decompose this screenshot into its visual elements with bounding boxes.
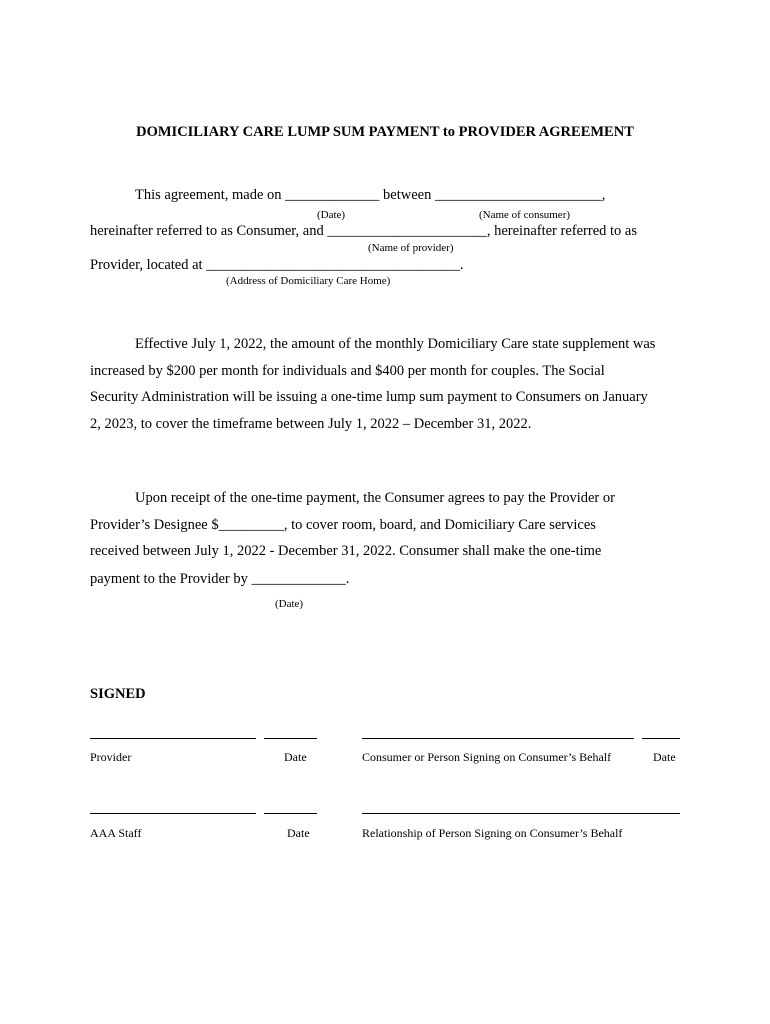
consumer-signature-line[interactable] — [362, 738, 634, 739]
consumer-date-line[interactable] — [642, 738, 680, 739]
paragraph-1-line-2: increased by $200 per month for individuals and $400 per month for couples. The Social — [90, 363, 605, 379]
paragraph-2-line-2: Provider’s Designee $_________, to cover room, board, and Domiciliary Care services — [90, 517, 596, 533]
intro-line-3: Provider, located at ___________________________________. — [90, 257, 464, 273]
aaa-staff-signature-line[interactable] — [90, 813, 256, 814]
paragraph-2-line-1: Upon receipt of the one-time payment, the Consumer agrees to pay the Provider or — [135, 490, 615, 506]
date-caption: (Date) — [317, 209, 346, 221]
provider-date-label: Date — [284, 750, 307, 764]
address-caption: (Address of Domiciliary Care Home) — [226, 275, 391, 287]
paragraph-2-line-3: received between July 1, 2022 - December 31, 2022. Consumer shall make the one-time — [90, 543, 602, 559]
consumer-label: Consumer or Person Signing on Consumer’s Behalf — [362, 750, 612, 764]
aaa-staff-label: AAA Staff — [90, 826, 142, 840]
paragraph-2-line-4: payment to the Provider by _____________. — [90, 571, 350, 587]
provider-name-caption: (Name of provider) — [368, 242, 454, 254]
consumer-name-caption: (Name of consumer) — [479, 209, 571, 221]
provider-date-line[interactable] — [264, 738, 317, 739]
intro-line-1: This agreement, made on _____________ between _______________________, — [135, 187, 606, 203]
intro-line-2: hereinafter referred to as Consumer, and ______________________, hereinafter referred to as — [90, 223, 637, 239]
consumer-date-label: Date — [653, 750, 676, 764]
document-title: DOMICILIARY CARE LUMP SUM PAYMENT to PROVIDER AGREEMENT — [136, 124, 634, 140]
paragraph-1-line-1: Effective July 1, 2022, the amount of the monthly Domiciliary Care state supplement was — [135, 336, 656, 352]
provider-label: Provider — [90, 750, 132, 764]
aaa-staff-date-label: Date — [287, 826, 310, 840]
relationship-label: Relationship of Person Signing on Consumer’s Behalf — [362, 826, 623, 840]
aaa-staff-date-line[interactable] — [264, 813, 317, 814]
paragraph-1-line-4: 2, 2023, to cover the timeframe between July 1, 2022 – December 31, 2022. — [90, 416, 532, 432]
payment-date-caption: (Date) — [275, 598, 304, 610]
paragraph-1-line-3: Security Administration will be issuing a one-time lump sum payment to Consumers on January — [90, 389, 648, 405]
provider-signature-line[interactable] — [90, 738, 256, 739]
relationship-line[interactable] — [362, 813, 680, 814]
signed-heading: SIGNED — [90, 686, 146, 702]
